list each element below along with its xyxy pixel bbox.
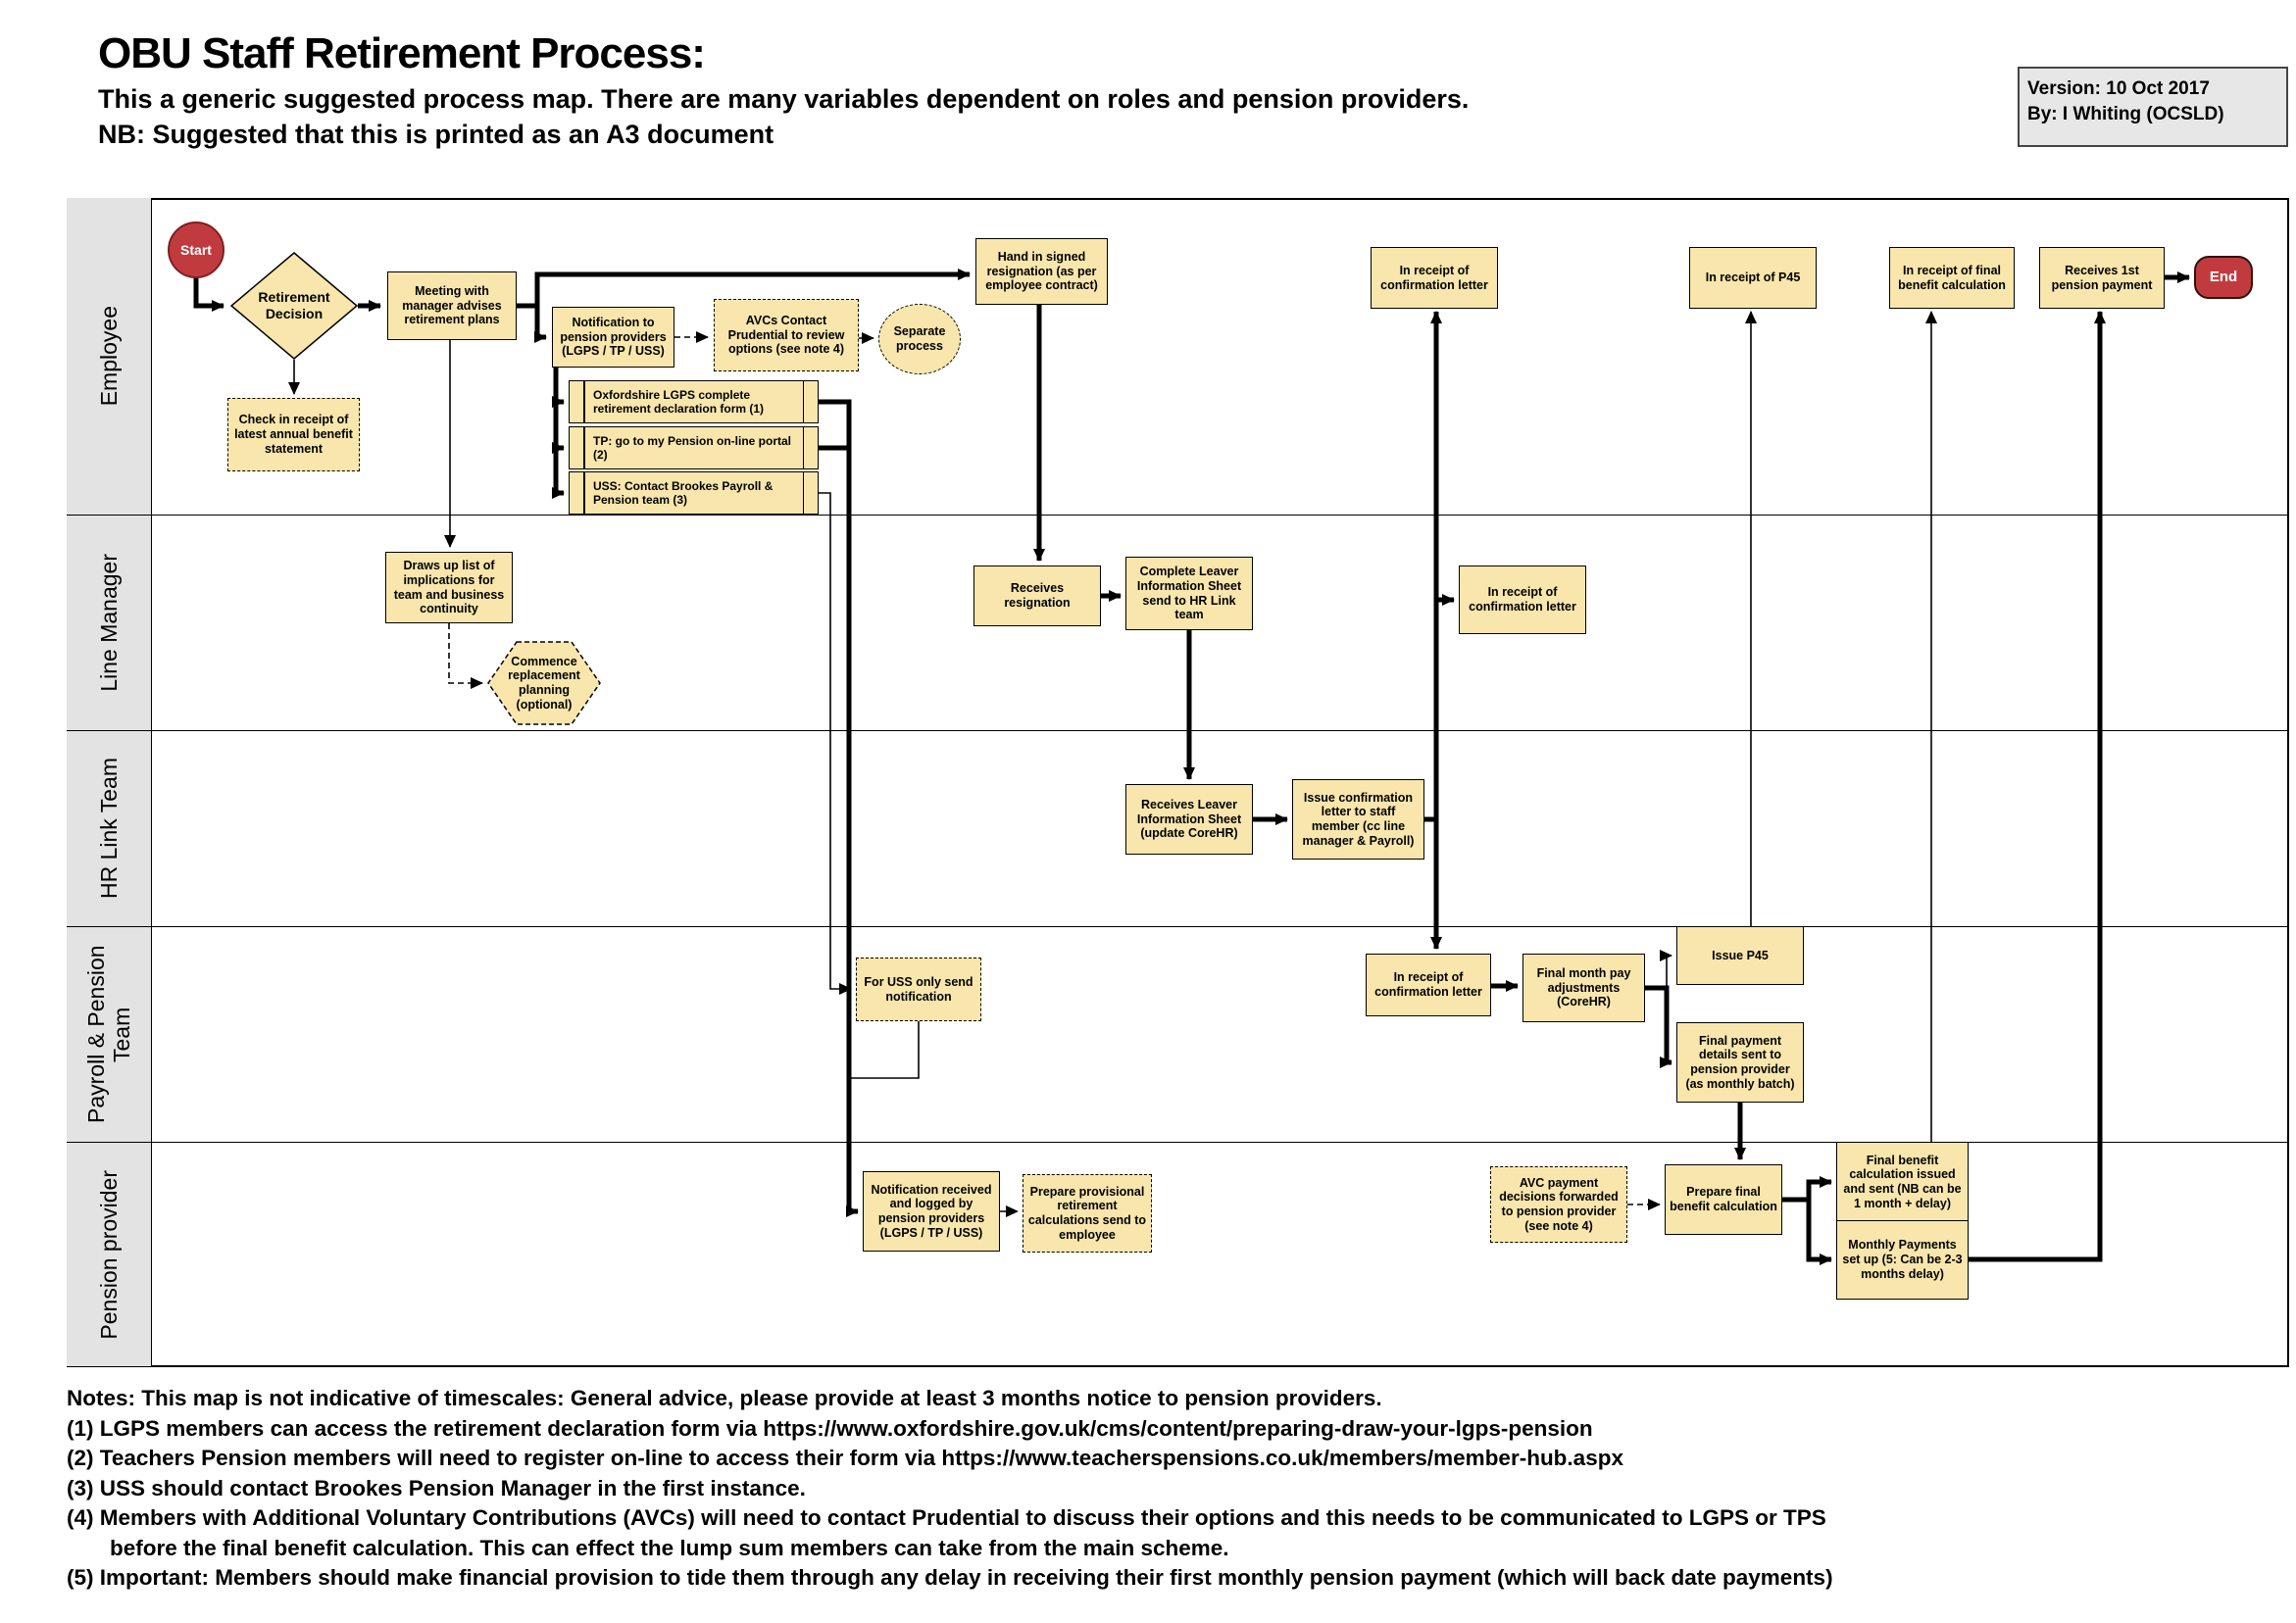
payroll-receipt-confirmation-step: In receipt of confirmation letter	[1366, 954, 1491, 1016]
thick-connectors	[196, 274, 2189, 1259]
check-receipt-statement-step: Check in receipt of latest annual benefit statement	[227, 398, 360, 471]
employee-receipt-confirmation-step: In receipt of confirmation letter	[1371, 247, 1498, 309]
lane-label-text: Pension provider	[96, 1169, 122, 1340]
note-4-continued: before the final benefit calculation. This can effect the lump sum members can take from the main scheme.	[110, 1535, 1229, 1560]
note-1: (1) LGPS members can access the retirement declaration form via https://www.oxfordshire.gov.uk/cms/content/preparing-draw-your-lgps-pension	[67, 1415, 1593, 1441]
employee-receipt-final-benefit-step: In receipt of final benefit calculation	[1889, 247, 2015, 309]
lane-label-text: HR Link Team	[96, 758, 122, 900]
issue-p45-step: Issue P45	[1676, 926, 1804, 985]
final-benefit-issued-step: Final benefit calculation issued and sent (NB can be 1 month + delay)	[1836, 1142, 1969, 1222]
note-general: Notes: This map is not indicative of timescales: General advice, please provide at least 3 months notice to pension providers.	[67, 1386, 1382, 1410]
separate-process-connector: Separate process	[878, 304, 961, 374]
page-title: OBU Staff Retirement Process:	[98, 29, 705, 77]
meeting-manager-step: Meeting with manager advises retirement plans	[387, 271, 517, 340]
draws-up-implications-step: Draws up list of implications for team and business continuity	[385, 552, 513, 623]
commence-replacement-hexagon	[487, 641, 601, 725]
notification-providers-step: Notification to pension providers (LGPS / TP / USS)	[552, 307, 674, 368]
node-label: Commence replacement planning (optional)	[508, 654, 580, 712]
end-terminator: End	[2194, 256, 2253, 299]
hand-in-resignation-step: Hand in signed resignation (as per employee contract)	[975, 238, 1108, 305]
avc-payment-decisions-step: AVC payment decisions forwarded to pension provider (see note 4)	[1490, 1166, 1627, 1243]
note-3: (3) USS should contact Brookes Pension Manager in the first instance.	[67, 1475, 806, 1500]
tp-online-portal-step: TP: go to my Pension on-line portal (2)	[569, 426, 819, 469]
lgps-declaration-form-step: Oxfordshire LGPS complete retirement declaration form (1)	[569, 380, 819, 423]
version-author: By: I Whiting (OCSLD)	[2027, 104, 2224, 124]
note-4: (4) Members with Additional Voluntary Contributions (AVCs) will need to contact Prudential to discuss their options and this needs to be communicated to LGPS or TPS	[67, 1505, 1826, 1530]
complete-leaver-sheet-step: Complete Leaver Information Sheet send to HR Link team	[1125, 557, 1253, 630]
final-month-pay-step: Final month pay adjustments (CoreHR)	[1522, 954, 1645, 1022]
receives-resignation-step: Receives resignation	[973, 566, 1101, 626]
issue-confirmation-letter-step: Issue confirmation letter to staff member (cc line manager & Payroll)	[1292, 779, 1424, 860]
note-5: (5) Important: Members should make financial provision to tide them through any delay in receiving their first monthly pension payment (which will back date payments)	[67, 1565, 1833, 1590]
line-manager-receipt-confirmation-step: In receipt of confirmation letter	[1459, 566, 1586, 634]
thin-connectors	[294, 312, 1931, 1142]
uss-only-notification-step: For USS only send notification	[856, 958, 981, 1021]
final-payment-details-step: Final payment details sent to pension provider (as monthly batch)	[1676, 1022, 1804, 1103]
start-terminator: Start	[168, 221, 225, 278]
uss-contact-payroll-step: USS: Contact Brookes Payroll & Pension team (3)	[569, 471, 819, 515]
page-nb-note: NB: Suggested that this is printed as an A3 document	[98, 120, 774, 149]
prepare-provisional-calculations-step: Prepare provisional retirement calculations send to employee	[1023, 1174, 1152, 1253]
lane-label-text: Line Manager	[96, 554, 122, 692]
avcs-prudential-step: AVCs Contact Prudential to review options (see note 4)	[714, 299, 859, 371]
receives-first-payment-step: Receives 1st pension payment	[2039, 247, 2165, 309]
lane-label-text: Payroll & Pension Team	[83, 945, 134, 1124]
node-label: Retirement Decision	[258, 289, 330, 321]
receives-leaver-sheet-step: Receives Leaver Information Sheet (update CoreHR)	[1125, 784, 1253, 855]
monthly-payments-setup-step: Monthly Payments set up (5: Can be 2-3 months delay)	[1836, 1220, 1969, 1300]
version-date: Version: 10 Oct 2017	[2027, 78, 2210, 99]
lane-label-text: Employee	[96, 306, 122, 407]
note-2: (2) Teachers Pension members will need to register on-line to access their form via https://www.teacherspensions.co.uk/members/member-hub.aspx	[67, 1446, 1623, 1470]
prepare-final-benefit-step: Prepare final benefit calculation	[1665, 1164, 1782, 1235]
notification-received-step: Notification received and logged by pension providers (LGPS / TP / USS)	[863, 1171, 1000, 1252]
page-subtitle: This a generic suggested process map. There are many variables dependent on roles and pension providers.	[98, 84, 1470, 114]
retirement-decision-diamond	[230, 252, 358, 360]
employee-receipt-p45-step: In receipt of P45	[1689, 247, 1817, 309]
